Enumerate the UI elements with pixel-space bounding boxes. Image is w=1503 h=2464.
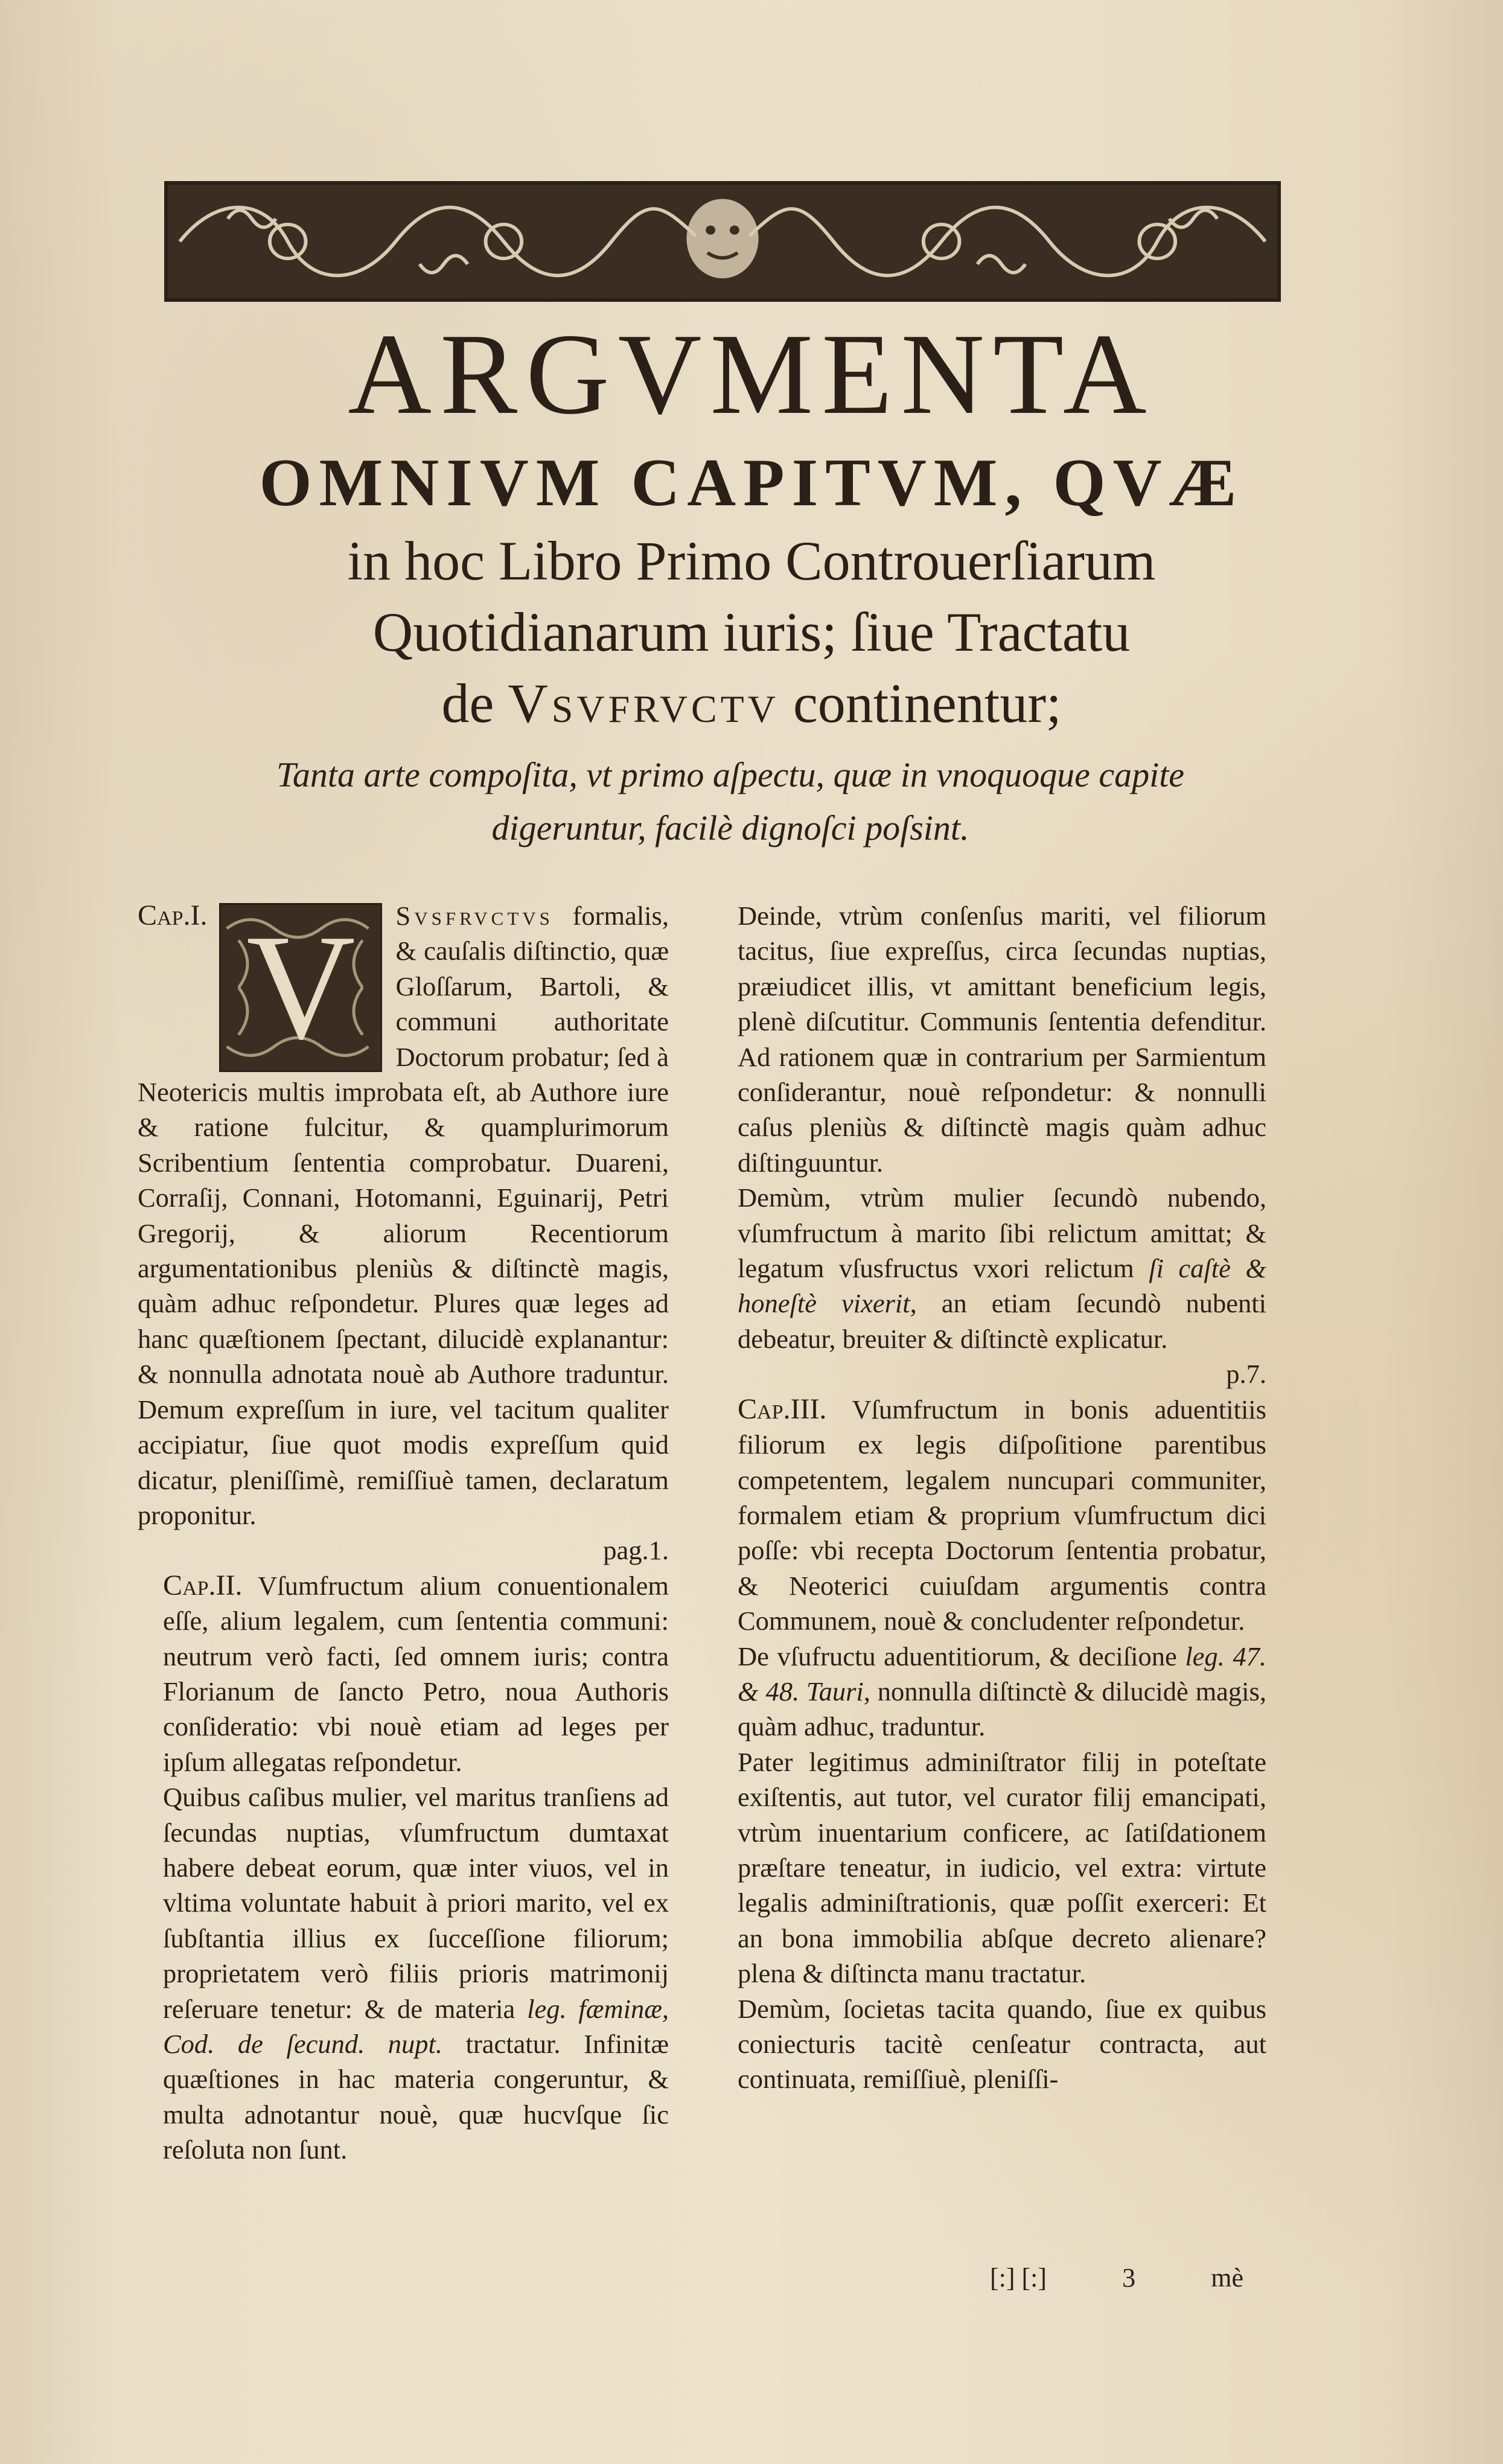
paragraph-3-italic: leg. fæminæ, Cod. de ſecund. nupt. bbox=[163, 1993, 669, 2059]
right-column bbox=[712, 898, 1266, 2097]
chapter-3-text: Vſumfructum in bonis aduentitiis filiorum ex legis diſpoſitione parentibus competentem, legalem nuncupari communiter, formalem etiam & proprium vſumfructum dici poſſe: vbi recepta Doctorum ſententia probatur, & Neoterici cuiuſdam argumentis contra Communem, nouè & concludenter reſpondetur. bbox=[738, 1394, 1266, 1636]
paragraph-2-text-b: , an etiam ſecundò nubenti debeatur, breuiter & diſtinctè explicatur. bbox=[738, 1288, 1266, 1354]
paragraph-4-text-a: De vſufructu aduentitiorum, & deciſione bbox=[738, 1641, 1185, 1671]
signature-mark: [:] [:] bbox=[990, 2263, 1047, 2293]
paragraph-consensus-mariti: Deinde, vtrùm conſenſus mariti, vel filiorum tacitus, ſiue expreſſus, circa ſecundas nuptias, præiudicet illis, vt amittant beneficium legis, plenè diſcutitur. Communis ſententia defenditur. Ad rationem quæ in contrarium per Sarmientum conſiderantur, nouè reſpondetur: & nonnulli caſus pleniùs & diſtinctè magis quàm adhuc diſtinguuntur. bbox=[738, 901, 1266, 1178]
title-line-3: in hoc Libro Primo Controuerſiarum bbox=[347, 530, 1156, 592]
title-line-5-post: continentur; bbox=[779, 672, 1062, 734]
title-line-5 bbox=[121, 668, 1382, 739]
paragraph-4-text-b: , nonnulla diſtinctè & dilucidè magis, quàm adhuc, traduntur. bbox=[738, 1676, 1266, 1742]
decorated-initial bbox=[219, 903, 382, 1072]
signature-number: 3 bbox=[1122, 2263, 1136, 2293]
paragraph-4-italic: leg. 47. & 48. Tauri bbox=[738, 1641, 1266, 1706]
paragraph-secundas-nuptias bbox=[138, 1779, 669, 2167]
subtitle bbox=[157, 748, 1304, 855]
paragraph-3-text-b: tractatur. Infinitæ quæſtiones in hac materia congeruntur, & multa adnotantur nouè, quæ hucvſque ſic reſoluta non ſunt. bbox=[163, 2029, 669, 2165]
initial-letter: V bbox=[246, 904, 356, 1071]
title-line-2: OMNIVM CAPITVM, QVÆ bbox=[259, 445, 1244, 520]
subtitle-line-2: digeruntur, facilè dignoſci poſsint. bbox=[491, 808, 969, 847]
paragraph-ususfructu-adventitiorum bbox=[712, 1639, 1266, 1744]
chapter-3-paragraph bbox=[712, 1392, 1266, 1639]
chapter-2-label: Cap.II. bbox=[163, 1569, 243, 1601]
catchword: mè bbox=[1211, 2263, 1243, 2293]
paragraph-3-text-a: Quibus caſibus mulier, vel maritus tranſiens ad ſecundas nuptias, vſumfructum dumtaxat habere debeat eorum, quæ inter viuos, vel in vltima voluntate habuit à priori marito, vel ex ſubſtantia illius ex ſucceſſione filiorum; proprietatem verò filiis prioris matrimonij reſeruare tenetur: & de materia bbox=[163, 1782, 669, 2024]
page-footer bbox=[990, 2262, 1243, 2293]
chapter-1-page-ref: pag.1. bbox=[603, 1535, 669, 1566]
paragraph-societas-tacita: Demùm, ſocietas tacita quando, ſiue ex quibus coniecturis tacitè cenſeatur contracta, aut continuata, remiſſiuè, pleniſſi- bbox=[738, 1993, 1266, 2095]
chapter-1-label: Cap.I. bbox=[138, 899, 208, 931]
ornamental-headpiece bbox=[164, 181, 1281, 302]
chapter-3-label: Cap.III. bbox=[738, 1393, 827, 1425]
paragraph-mulier-secundo bbox=[712, 1180, 1266, 1391]
chapter-2-text: Vſumfructum alium conuentionalem eſſe, alium legalem, cum ſententia communi: neutrum verò facti, ſed omnem iuris; contra Florianum de ſancto Petro, noua Authoris conſideratio: vbi nouè etiam ad leges per ipſum allegatas reſpondetur. bbox=[163, 1570, 669, 1777]
chapter-1-lead: Svsfrvctvs bbox=[395, 901, 554, 931]
title-line-5-pre: de bbox=[441, 672, 508, 734]
paragraph-2-italic: ſi caſtè & honeſtè vixerit bbox=[738, 1253, 1266, 1319]
paragraph-2-page-ref: p.7. bbox=[1226, 1359, 1266, 1390]
title-line-5-smallcaps: Vsvfrvctv bbox=[508, 672, 779, 734]
chapter-1-text: formalis, & cauſalis diſtinctio, quæ Gloſſarum, Bartoli, & communi authoritate Doctorum probatur; ſed à Neotericis multis improbata eſt, ab Authore iure & ratione fulcitur, & quamplurimorum Scribentium ſententia comprobatur. Duareni, Corraſij, Connani, Hotomanni, Eguinarij, Petri Gregorij, & aliorum Recentiorum argumentationibus pleniùs & diſtinctè magis, quàm adhuc reſpondetur. Plures quæ leges ad hanc quæſtionem ſpectant, dilucidè explanantur: & nonnulla adnotata nouè ab Authore traduntur. Demum expreſſum in iure, vel tacitum qualiter accipiatur, ſiue quot modis expreſſum quid dicatur, pleniſſimè, remiſſiuè tamen, declaratum proponitur. bbox=[138, 901, 669, 1530]
left-column bbox=[138, 898, 669, 2168]
chapter-1-paragraph bbox=[138, 898, 669, 1568]
paragraph-pater-legitimus: Pater legitimus adminiſtrator filij in poteſtate exiſtentis, aut tutor, vel curator filij emancipati, vtrùm inuentarium conficere, ac ſatiſdationem præſtare teneatur, in iudicio, vel extra: virtute legalis adminiſtrationis, quæ poſſit exerceri: Et an bona immobilia abſque decreto alienare? plena & diſtincta manu tractatur. bbox=[738, 1746, 1266, 1989]
chapter-2-paragraph bbox=[138, 1568, 669, 1779]
title-block bbox=[121, 310, 1382, 739]
paragraph-2-text-a: Demùm, vtrùm mulier ſecundò nubendo, vſumfructum à marito ſibi relictum amittat; & legatum vſusfructus vxori relictum bbox=[738, 1183, 1266, 1284]
title-line-1: ARGVMENTA bbox=[348, 310, 1155, 438]
title-line-4: Quotidianarum iuris; ſiue Tractatu bbox=[372, 601, 1131, 663]
subtitle-line-1: Tanta arte compoſita, vt primo aſpectu, quæ in vnoquoque capite bbox=[276, 755, 1185, 794]
